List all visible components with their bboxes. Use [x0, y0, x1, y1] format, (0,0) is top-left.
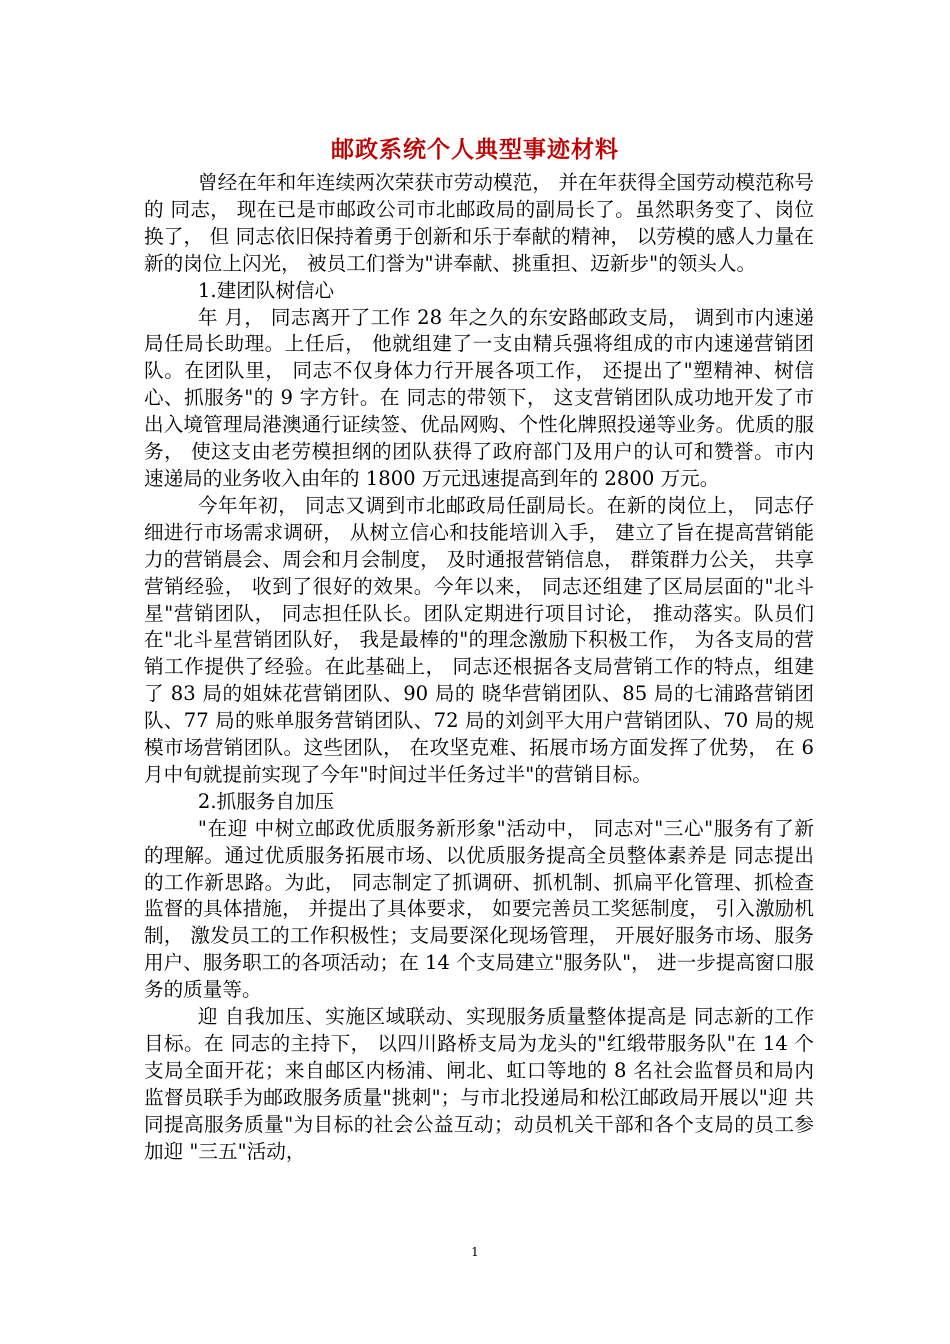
paragraph-service: "在迎 中树立邮政优质服务新形象"活动中， 同志对"三心"服务有了新的理解。通过优质服务拓展市场、以优质服务提高全员整体素养是 同志提出的工作新思路。为此， 同志制定了抓调研、抓机制、抓扁平化管理、抓检查监督的具体措施， 并提出了具体要求， 如要完善员工奖惩制度， 引入激励机制， 激发员工的工作积极性；支局要深化现场管理， 开展好服务市场、服务用户、服务职工的各项活动；在 14 个支局建立"服务队"， 进一步提高窗口服务的质量等。: [144, 816, 814, 1002]
paragraph-intro: 曾经在年和年连续两次荣获市劳动模范， 并在年获得全国劳动模范称号的 同志， 现在已是市邮政公司市北邮政局的副局长了。虽然职务变了、岗位换了， 但 同志依旧保持着勇于创新和乐于奉献的精神， 以劳模的感人力量在新的岗位上闪光， 被员工们誉为"讲奉献、挑重担、迈新步"的领头人。: [144, 171, 814, 275]
paragraph-new-post: 今年年初， 同志又调到市北邮政局任副局长。在新的岗位上， 同志仔细进行市场需求调研， 从树立信心和技能培训入手， 建立了旨在提高营销能力的营销晨会、周会和月会制度， 及时通报营销信息， 群策群力公关， 共享营销经验， 收到了很好的效果。今年以来， 同志还组建了区局层面的"北斗星"营销团队， 同志担任队长。团队定期进行项目讨论， 推动落实。队员们在"北斗星营销团队好， 我是最棒的"的理念激励下积极工作， 为各支局的营销工作提供了经验。在此基础上， 同志还根据各支局营销工作的特点，组建了 83 局的姐妹花营销团队、90 局的 晓华营销团队、85 局的七浦路营销团队、77 局的账单服务营销团队、72 局的刘剑平大用户营销团队、70 局的规模市场营销团队。这些团队， 在攻坚克难、拓展市场方面发挥了优势， 在 6 月中旬就提前实现了今年"时间过半任务过半"的营销目标。: [144, 493, 814, 786]
page-number: 1: [471, 1245, 479, 1259]
paragraph-goals: 迎 自我加压、实施区域联动、实现服务质量整体提高是 同志新的工作目标。在 同志的主持下， 以四川路桥支局为龙头的"红缎带服务队"在 14 个支局全面开花；来自邮区内杨浦、闸北、虹口等地的 8 名社会监督员和局内监督员联手为邮政服务质量"挑刺"；与市北投递局和松江邮政局开展以"迎 共同提高服务质量"为目标的社会公益互动；动员机关干部和各个支局的员工参加迎 "三五"活动，: [144, 1005, 814, 1163]
document-title: 邮政系统个人典型事迹材料: [331, 137, 619, 163]
section-heading-1: 1.建团队树信心: [197, 278, 335, 302]
section-heading-2: 2.抓服务自加压: [197, 789, 335, 813]
document-body: [144, 170, 814, 1166]
paragraph-team-building: 年 月， 同志离开了工作 28 年之久的东安路邮政支局， 调到市内速递局任局长助理。上任后， 他就组建了一支由精兵强将组成的市内速递营销团队。在团队里， 同志不仅身体力行开展各项工作， 还提出了"塑精神、树信心、抓服务"的 9 字方针。在 同志的带领下， 这支营销团队成功地开发了市出入境管理局港澳通行证续签、优品网购、个性化牌照投递等业务。优质的服务， 使这支由老劳模担纲的团队获得了政府部门及用户的认可和赞誉。市内速递局的业务收入由年的 1800 万元迅速提高到年的 2800 万元。: [144, 305, 814, 490]
